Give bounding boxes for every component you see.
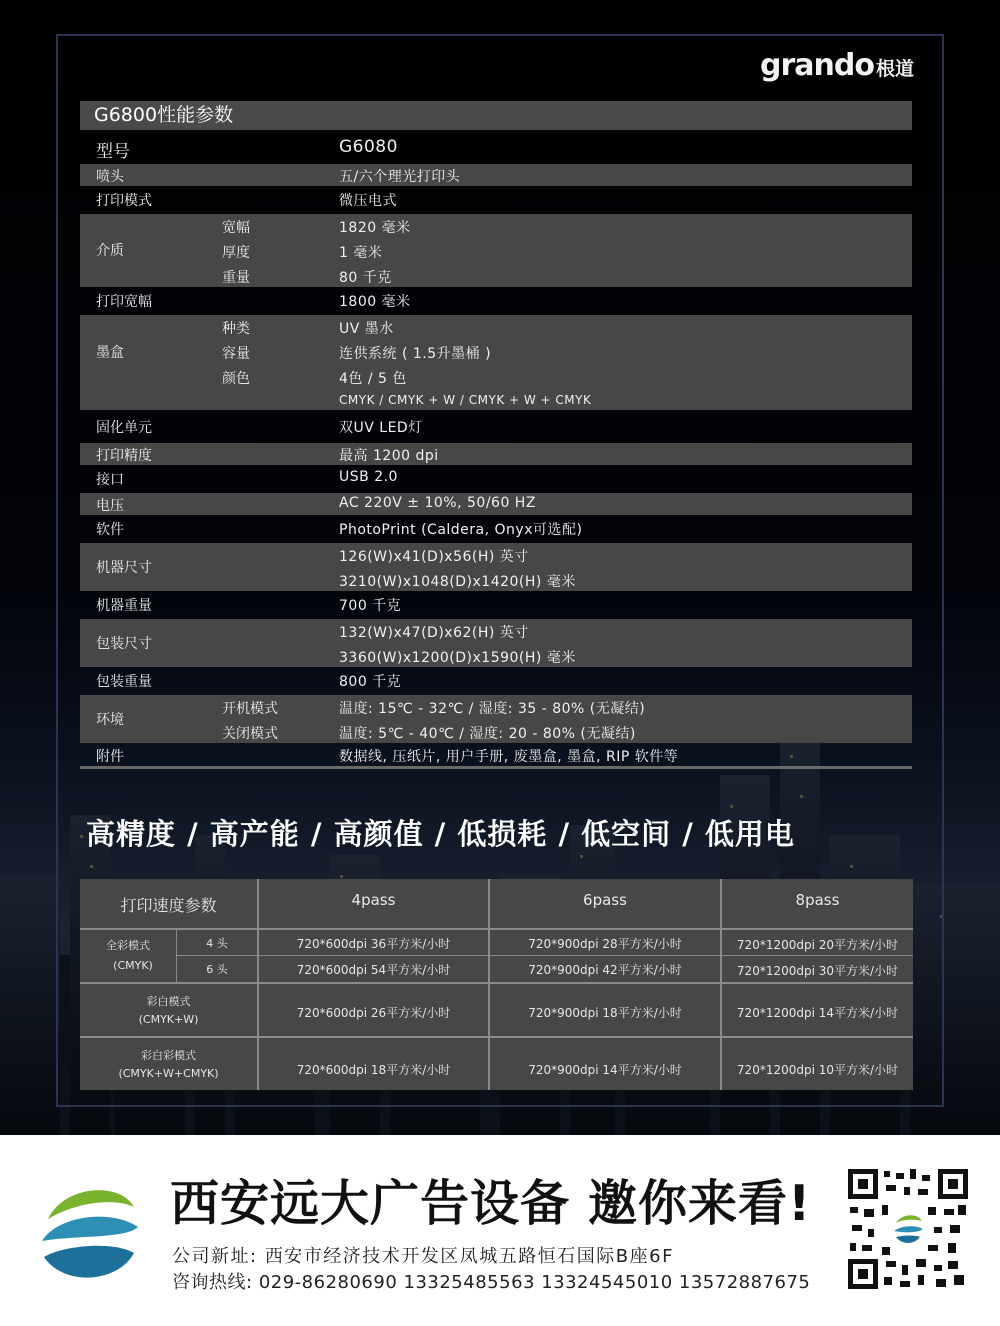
speed-cell: 720*600dpi 36平方米/小时 xyxy=(296,937,451,951)
speed-cell: 720*900dpi 28平方米/小时 xyxy=(528,937,682,951)
footer-phone xyxy=(172,1268,810,1294)
spec-value: AC 220V ± 10%, 50/60 HZ xyxy=(339,495,536,511)
spec-value: 4色 / 5 色 xyxy=(339,371,407,387)
speed-cell: 720*900dpi 18平方米/小时 xyxy=(528,1006,682,1020)
spec-value: 3360(W)x1200(D)x1590(H) 毫米 xyxy=(339,650,576,666)
heads-label: 4 头 xyxy=(206,937,228,950)
spec-sub: 开机模式 xyxy=(222,701,278,717)
spec-row xyxy=(80,410,912,443)
spec-value: CMYK / CMYK + W / CMYK + W + CMYK xyxy=(339,393,592,407)
spec-sub: 关闭模式 xyxy=(222,726,278,742)
speed-cell: 720*900dpi 42平方米/小时 xyxy=(528,963,682,977)
slogan: 高精度 / 高产能 / 高颜值 / 低损耗 / 低空间 / 低用电 xyxy=(86,817,795,851)
mode-label: 彩白彩模式 xyxy=(141,1049,196,1062)
spec-label: 环境 xyxy=(96,712,124,728)
footer-address xyxy=(172,1242,674,1268)
spec-value: 1 毫米 xyxy=(339,245,383,261)
spec-value: 1800 毫米 xyxy=(339,294,411,310)
spec-value: 80 千克 xyxy=(339,270,392,286)
spec-label: 接口 xyxy=(96,472,124,488)
spec-row-media xyxy=(80,214,912,287)
spec-value: 连供系统 ( 1.5升墨桶 ) xyxy=(339,346,492,362)
spec-row-model xyxy=(80,130,912,164)
spec-row-machine-size xyxy=(80,543,912,591)
spec-value: 五/六个理光打印头 xyxy=(339,169,461,185)
mode-sub: (CMYK+W+CMYK) xyxy=(118,1067,219,1080)
spec-value: 132(W)x47(D)x62(H) 英寸 xyxy=(339,625,529,641)
mode-label: 全彩模式 xyxy=(106,939,150,952)
spec-label: 包装尺寸 xyxy=(96,636,152,652)
spec-sub: 颜色 xyxy=(222,371,250,387)
phone-value: 029-86280690 13325485563 13324545010 13572887675 xyxy=(258,1272,811,1293)
address-value: 西安市经济技术开发区凤城五路恒石国际B座6F xyxy=(264,1246,674,1267)
spec-table xyxy=(80,101,912,769)
qr-code-icon xyxy=(848,1169,968,1289)
grid-line xyxy=(80,982,913,984)
speed-cell: 720*600dpi 54平方米/小时 xyxy=(296,963,451,977)
logo-text: grando xyxy=(760,48,874,83)
spec-value: 3210(W)x1048(D)x1420(H) 毫米 xyxy=(339,574,576,590)
grid-line xyxy=(488,879,490,1090)
spec-label: 墨盒 xyxy=(96,345,124,361)
pass-header: 4pass xyxy=(351,891,396,909)
grid-line xyxy=(720,879,722,1090)
spec-row xyxy=(80,443,912,465)
logo-cn: 根道 xyxy=(875,58,914,80)
spec-label: 机器尺寸 xyxy=(96,560,152,576)
spec-value: UV 墨水 xyxy=(339,321,394,337)
spec-row-ink xyxy=(80,315,912,410)
spec-label: 软件 xyxy=(96,522,124,538)
phone-label: 咨询热线: xyxy=(172,1272,253,1293)
spec-value: 双UV LED灯 xyxy=(339,420,423,436)
grid-line xyxy=(257,879,259,1090)
spec-label: 型号 xyxy=(96,142,130,162)
spec-row xyxy=(80,591,912,619)
footer xyxy=(0,1135,1000,1326)
pass-header: 6pass xyxy=(583,891,627,909)
mode-sub: (CMYK+W) xyxy=(138,1013,199,1026)
spec-row-environment xyxy=(80,695,912,743)
spec-label: 附件 xyxy=(96,749,124,765)
spec-value: PhotoPrint (Caldera, Onyx可选配) xyxy=(339,522,583,538)
spec-label: 喷头 xyxy=(96,169,124,185)
mode-sub: (CMYK) xyxy=(113,959,153,972)
spec-row xyxy=(80,186,912,214)
grid-line xyxy=(176,955,913,956)
grando-logo xyxy=(760,48,914,84)
spec-sub: 厚度 xyxy=(222,245,250,261)
spec-label: 电压 xyxy=(96,498,124,514)
spec-sub: 种类 xyxy=(222,321,250,337)
spec-label: 固化单元 xyxy=(96,420,152,436)
spec-row xyxy=(80,515,912,543)
footer-title: 西安远大广告设备 邀你来看! xyxy=(170,1175,812,1232)
spec-sub: 宽幅 xyxy=(222,220,250,236)
spec-value: 126(W)x41(D)x56(H) 英寸 xyxy=(339,549,529,565)
spec-value: 温度: 5℃ - 40℃ / 湿度: 20 - 80% (无凝结) xyxy=(339,726,636,742)
spec-value: 800 千克 xyxy=(339,674,402,690)
spec-row xyxy=(80,287,912,315)
speed-table xyxy=(80,879,913,1090)
spec-value: 1820 毫米 xyxy=(339,220,411,236)
mode-label: 彩白模式 xyxy=(146,995,191,1008)
speed-cell: 720*600dpi 26平方米/小时 xyxy=(296,1006,451,1020)
spec-label: 打印模式 xyxy=(96,193,152,209)
spec-label: 介质 xyxy=(96,243,124,259)
spec-value: 微压电式 xyxy=(339,193,397,209)
speed-cell: 720*1200dpi 30平方米/小时 xyxy=(736,964,899,978)
spec-row xyxy=(80,164,912,186)
spec-value: USB 2.0 xyxy=(339,469,398,485)
speed-cell: 720*1200dpi 20平方米/小时 xyxy=(736,938,899,952)
speed-cell: 720*600dpi 18平方米/小时 xyxy=(296,1063,451,1077)
spec-label: 包装重量 xyxy=(96,674,152,690)
spec-row xyxy=(80,493,912,515)
spec-value: G6080 xyxy=(339,137,398,157)
spec-label: 机器重量 xyxy=(96,598,152,614)
speed-cell: 720*1200dpi 10平方米/小时 xyxy=(736,1063,899,1077)
address-label: 公司新址: xyxy=(172,1246,258,1267)
spec-row xyxy=(80,667,912,695)
speed-cell: 720*1200dpi 14平方米/小时 xyxy=(736,1006,899,1020)
spec-value: 温度: 15℃ - 32℃ / 湿度: 35 - 80% (无凝结) xyxy=(339,701,646,717)
spec-title: G6800性能参数 xyxy=(80,101,912,130)
spec-label: 打印精度 xyxy=(96,448,152,464)
speed-title: 打印速度参数 xyxy=(120,896,217,915)
grid-line xyxy=(80,1036,913,1038)
spec-sub: 容量 xyxy=(222,346,250,362)
spec-value: 数据线, 压纸片, 用户手册, 废墨盒, 墨盒, RIP 软件等 xyxy=(339,749,679,765)
spec-row xyxy=(80,465,912,493)
spec-row-package-size xyxy=(80,619,912,667)
company-logo-icon xyxy=(34,1179,142,1291)
spec-row xyxy=(80,743,912,769)
spec-label: 打印宽幅 xyxy=(96,294,152,310)
pass-header: 8pass xyxy=(795,891,840,909)
grid-line xyxy=(80,928,913,930)
heads-label: 6 头 xyxy=(206,963,228,976)
speed-cell: 720*900dpi 14平方米/小时 xyxy=(528,1063,682,1077)
spec-value: 700 千克 xyxy=(339,598,402,614)
spec-value: 最高 1200 dpi xyxy=(339,448,439,464)
spec-sub: 重量 xyxy=(222,270,250,286)
